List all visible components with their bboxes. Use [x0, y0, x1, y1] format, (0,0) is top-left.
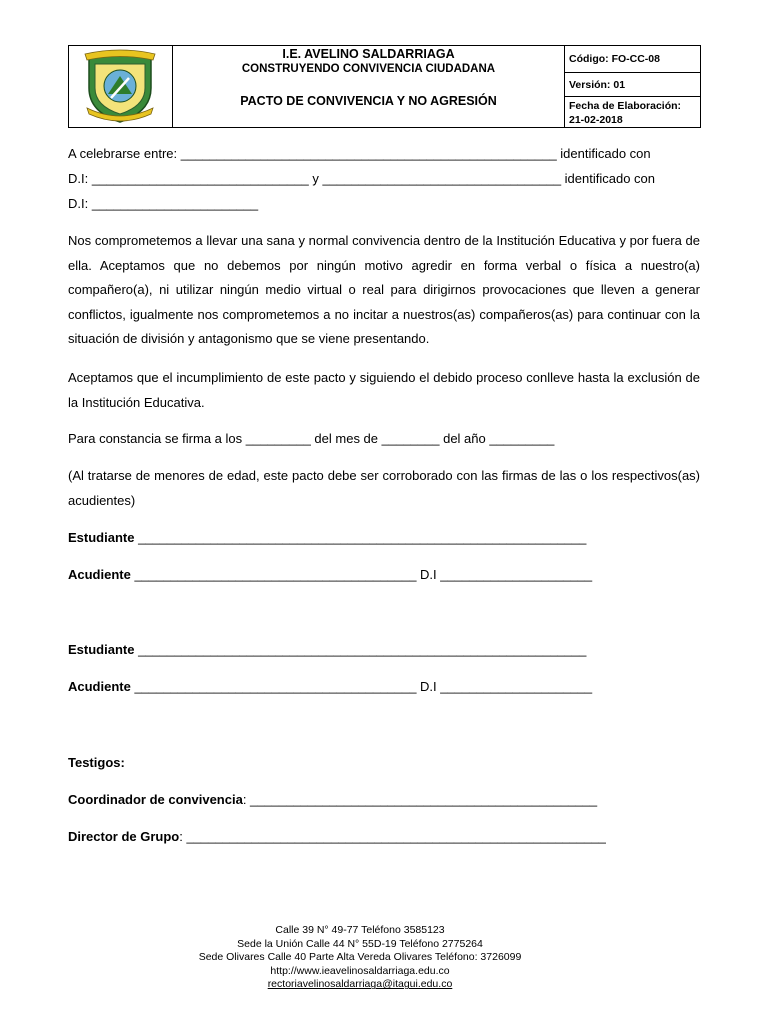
document-code: Código: FO-CC-08	[565, 46, 700, 73]
minors-note-paragraph: (Al tratarse de menores de edad, este pacto debe ser corroborado con las firmas de las o los respectivos(as) acudientes)	[68, 468, 700, 508]
guardian-signature-1	[68, 567, 592, 582]
student-signature-2	[68, 642, 586, 657]
guardian-label: Acudiente	[68, 679, 131, 694]
director-label: Director de Grupo	[68, 829, 180, 844]
signature-line: ______________________________________________________________	[134, 642, 587, 657]
parties-line-1: A celebrarse entre: ____________________________________________________ identificado con	[68, 146, 651, 161]
footer-email-link[interactable]: rectoriavelinosaldarriaga@itagui.edu.co	[267, 978, 453, 991]
signature-line: ______________________________________________________________	[134, 530, 587, 545]
signature-line: _______________________________________ D.I _____________________	[130, 679, 593, 694]
coordinator-label: Coordinador de convivencia	[68, 792, 243, 807]
footer-union-address: Sede la Unión Calle 44 N° 55D-19 Teléfono 2775264	[237, 937, 483, 950]
coordinator-signature	[68, 792, 597, 807]
school-shield-logo	[81, 48, 159, 124]
metadata-cell	[565, 46, 700, 127]
signature-line: : ________________________________________________	[242, 792, 598, 807]
commitment-paragraph: Nos comprometemos a llevar una sana y normal convivencia dentro de la Institución Educativa y por fuera de ella. Aceptamos que no debemos por ningún motivo agredir en forma verbal o física a nuestro(a) compañero(a), ni utilizar ningún medio virtual o real para dirigirnos provocaciones que lleven a generar conflictos, igualmente nos comprometemos a no incitar a nuestros(as) compañeros(as) para continuar con la situación de división y antagonismo que se viene presentando.	[68, 233, 700, 346]
elaboration-date-label: Fecha de Elaboración:	[569, 100, 682, 112]
title-cell	[173, 46, 565, 127]
exclusion-paragraph: Aceptamos que el incumplimiento de este pacto y siguiendo el debido proceso conlleve hasta la exclusión de la Institución Educativa.	[68, 370, 700, 410]
student-signature-1	[68, 530, 586, 545]
guardian-label: Acudiente	[68, 567, 131, 582]
footer-main-address: Calle 39 N° 49-77 Teléfono 3585123	[275, 924, 445, 936]
footer-olivares-address: Sede Olivares Calle 40 Parte Alta Vereda Olivares Teléfono: 3726099	[198, 951, 522, 964]
footer-contact	[0, 924, 720, 992]
elaboration-date-value: 21-02-2018	[569, 114, 623, 126]
signature-line: : __________________________________________________________	[179, 829, 606, 844]
student-label: Estudiante	[68, 530, 135, 545]
parties-line-3: D.I: _______________________	[68, 196, 259, 211]
logo-cell	[69, 46, 173, 127]
witnesses-heading: Testigos:	[68, 755, 125, 770]
document-title: PACTO DE CONVIVENCIA Y NO AGRESIÓN	[240, 94, 497, 108]
guardian-signature-2	[68, 679, 592, 694]
director-signature	[68, 829, 606, 844]
elaboration-date	[565, 97, 700, 127]
school-name: I.E. AVELINO SALDARRIAGA	[282, 47, 455, 61]
signature-line: _______________________________________ D.I _____________________	[130, 567, 593, 582]
signature-date-paragraph: Para constancia se firma a los _________ del mes de ________ del año _________	[68, 431, 555, 446]
footer-website-link[interactable]: http://www.ieavelinosaldarriaga.edu.co	[270, 964, 450, 977]
document-header-table	[68, 45, 701, 128]
parties-line-2: D.I: ______________________________ y _________________________________ identificado con	[68, 171, 655, 186]
student-label: Estudiante	[68, 642, 135, 657]
document-version: Versión: 01	[565, 73, 700, 97]
school-motto: CONSTRUYENDO CONVIVENCIA CIUDADANA	[241, 63, 496, 75]
